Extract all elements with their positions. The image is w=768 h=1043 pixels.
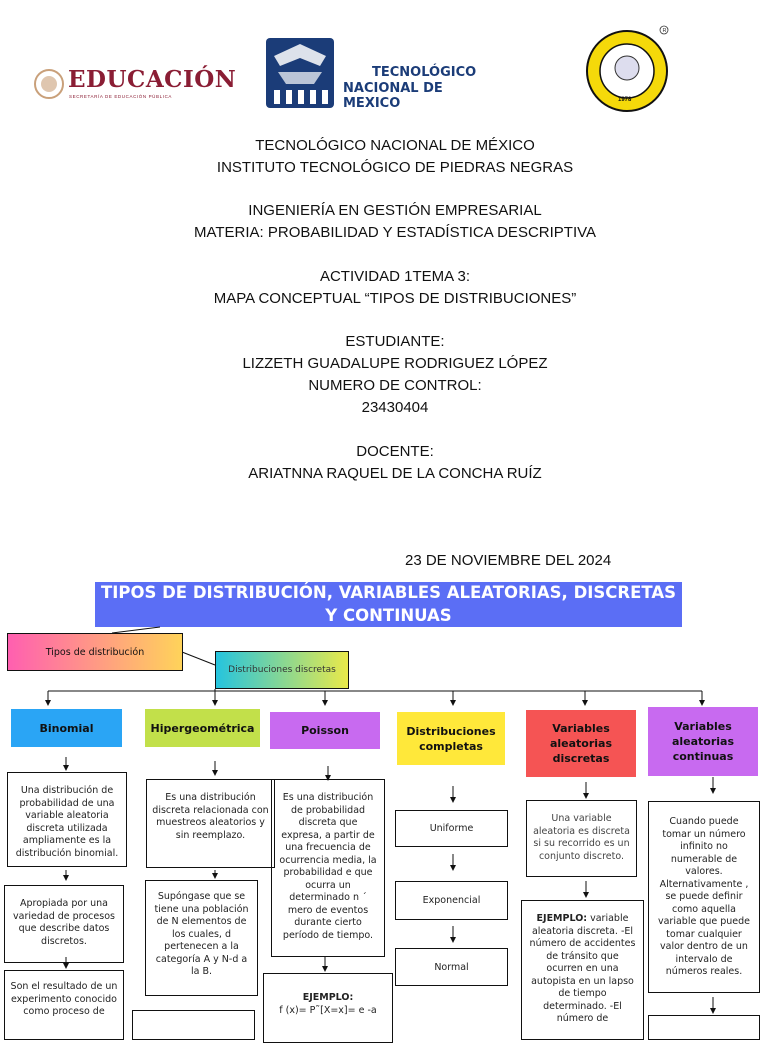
binomial-processes: Apropiada por una variedad de procesos que describe datos discretos. <box>4 885 124 963</box>
hiper-definition: Es una distribución discreta relacionada con muestreos aleatorios y sin reemplazo. <box>146 779 275 868</box>
header-var-continuas <box>648 707 758 776</box>
itpn-year: 1978 <box>618 97 632 103</box>
cover-institution: TECNOLÓGICO NACIONAL DE MÉXICO <box>255 137 535 154</box>
dist-normal <box>395 948 508 986</box>
sep-text: EDUCACIÓN <box>68 66 237 93</box>
dist-exponencial <box>395 881 508 920</box>
header-binomial <box>11 709 122 747</box>
root-node <box>7 633 183 671</box>
cover-activity-title: MAPA CONCEPTUAL “TIPOS DE DISTRIBUCIONES” <box>213 290 577 307</box>
cover-date: 23 DE NOVIEMBRE DEL 2024 <box>405 552 612 569</box>
cover-activity: ACTIVIDAD 1TEMA 3: <box>319 268 471 285</box>
poisson-example-label: EJEMPLO: <box>302 992 354 1003</box>
header-poisson-label: Poisson <box>301 724 349 737</box>
cover-career: INGENIERÍA EN GESTIÓN EMPRESARIAL <box>248 202 542 219</box>
sep-subtext: SECRETARÍA DE EDUCACIÓN PÚBLICA <box>69 94 173 99</box>
cover-student-name: LIZZETH GUADALUPE RODRIGUEZ LÓPEZ <box>242 355 548 372</box>
cover-control-label: NUMERO DE CONTROL: <box>308 377 482 394</box>
poisson-example-formula: f (x)= P˜[X=x]= e -a <box>279 1004 377 1016</box>
discretas-definition: Una variable aleatoria es discreta si su recorrido es un conjunto discreto. <box>526 800 637 877</box>
binomial-experiment: Son el resultado de un experimento conocido como proceso de <box>4 970 124 1040</box>
cover-teacher-label: DOCENTE: <box>356 443 434 460</box>
tecnm-line2: NACIONAL DE MEXICO <box>343 81 443 111</box>
continuas-definition: Cuando puede tomar un número infinito no numerable de valores. Alternativamente , se puede definir como aquella variable que puede tomar cualquier valor dentro de un intervalo de números reales. <box>648 801 760 993</box>
map-title: TIPOS DE DISTRIBUCIÓN, VARIABLES ALEATORIAS, DISCRETAS Y CONTINUAS <box>100 583 677 625</box>
header-completas-label: Distribuciones completas <box>406 724 496 753</box>
hiper-population: Supóngase que se tiene una población de N elementos de los cuales, d pertenecen a la categoría A y N-d a la B. <box>145 880 258 996</box>
poisson-example <box>263 973 393 1043</box>
discretas-example-label: EJEMPLO: <box>536 913 588 924</box>
dist-uniforme-label: Uniforme <box>429 823 474 834</box>
cover-campus: INSTITUTO TECNOLÓGICO DE PIEDRAS NEGRAS <box>216 159 574 176</box>
poisson-definition: Es una distribución de probabilidad discreta que expresa, a partir de una frecuencia de ocurrencia media, la probabilidad e que ocurra un determinado n ´ mero de eventos durante cierto período de tiempo. <box>271 779 385 957</box>
header-var-discretas <box>526 710 636 777</box>
dist-uniforme <box>395 810 508 847</box>
dist-exponencial-label: Exponencial <box>422 895 481 906</box>
header-poisson <box>270 712 380 749</box>
header-var-discretas-label: Variables aleatorias discretas <box>549 722 613 765</box>
header-hipergeometrica <box>145 709 260 747</box>
cover-student-label: ESTUDIANTE: <box>345 333 445 350</box>
root-node-label: Tipos de distribución <box>45 646 145 658</box>
header-binomial-label: Binomial <box>39 721 94 735</box>
sub-node-label: Distribuciones discretas <box>228 665 336 675</box>
header-completas <box>397 712 505 765</box>
discretas-example <box>521 900 644 1040</box>
binomial-definition: Una distribución de probabilidad de una variable aleatoria discreta utilizada ampliamente es la distribución binomial. <box>7 772 127 867</box>
tecnm-line1: TECNOLÓGICO <box>372 65 477 80</box>
header-hiper-label: Hipergeométrica <box>150 721 255 735</box>
discretas-example-text: variable aleatoria discreta. -El número de accidentes de tránsito que ocurren en una autopista en un lapso de tiempo determinado. -El número de <box>529 913 636 1024</box>
sub-node <box>215 651 349 689</box>
cover-teacher-name: ARIATNNA RAQUEL DE LA CONCHA RUÍZ <box>248 465 542 482</box>
hiper-extra-box <box>132 1010 255 1040</box>
cover-subject: MATERIA: PROBABILIDAD Y ESTADÍSTICA DESCRIPTIVA <box>193 224 597 241</box>
header-var-continuas-label: Variables aleatorias continuas <box>671 720 735 763</box>
continuas-extra-box <box>648 1015 760 1040</box>
cover-control-number: 23430404 <box>361 399 429 416</box>
dist-normal-label: Normal <box>434 961 469 973</box>
svg-text:R: R <box>662 28 667 35</box>
